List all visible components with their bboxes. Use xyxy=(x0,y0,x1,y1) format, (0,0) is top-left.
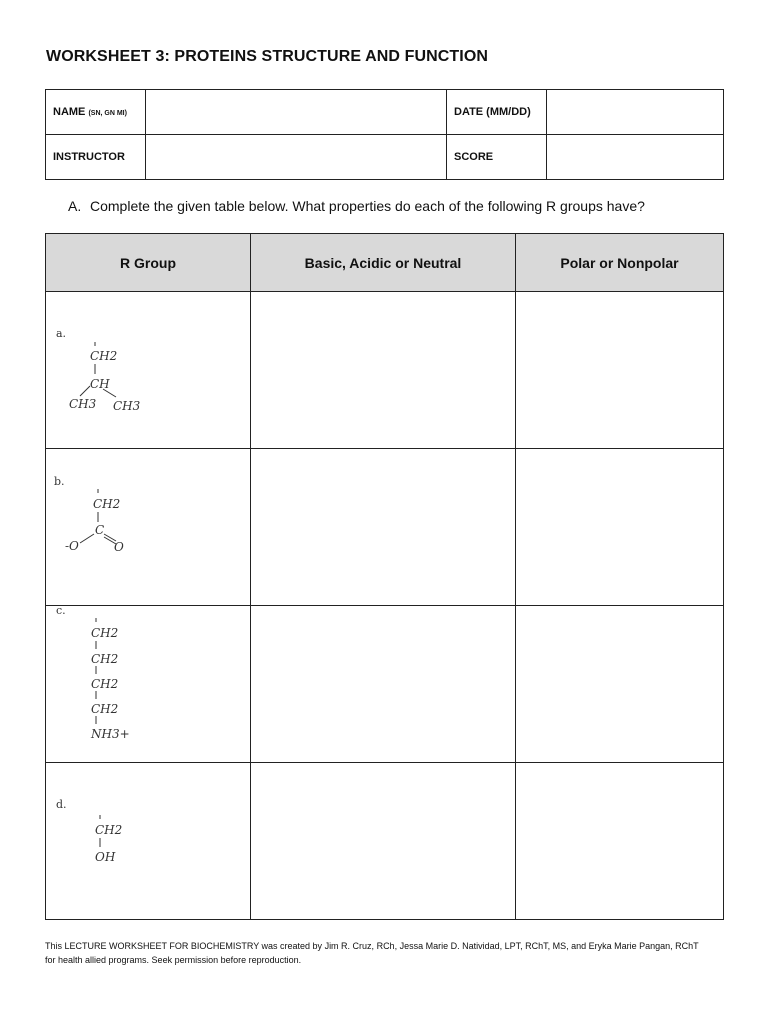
r-group-cell-d xyxy=(46,763,251,920)
instruction xyxy=(68,198,645,214)
header-polarity: Polar or Nonpolar xyxy=(516,234,724,292)
table-row xyxy=(46,606,724,763)
instructor-label: INSTRUCTOR xyxy=(46,135,146,180)
row-label: d. xyxy=(56,798,67,811)
row-label: b. xyxy=(54,475,65,488)
polarity-answer-c[interactable] xyxy=(516,606,724,763)
atom-label: -O xyxy=(65,539,79,553)
polarity-answer-d[interactable] xyxy=(516,763,724,920)
instruction-letter: A. xyxy=(68,198,82,214)
r-group-table xyxy=(45,233,724,920)
atom-label: CH3 xyxy=(113,399,141,413)
structure-c xyxy=(46,606,251,760)
table-row xyxy=(46,292,724,449)
footer-line: for health allied programs. Seek permission before reproduction. xyxy=(45,955,302,965)
atom-label: CH2 xyxy=(91,702,119,716)
atom-label: CH xyxy=(90,377,110,391)
charge-answer-a[interactable] xyxy=(251,292,516,449)
r-group-cell-c xyxy=(46,606,251,763)
atom-label: CH3 xyxy=(69,397,97,411)
structure-b xyxy=(46,449,251,603)
row-label: a. xyxy=(56,327,67,340)
charge-answer-b[interactable] xyxy=(251,449,516,606)
structure-d xyxy=(46,763,251,917)
atom-label: NH3+ xyxy=(91,727,130,741)
atom-label: CH2 xyxy=(95,823,123,837)
date-label: DATE (MM/DD) xyxy=(447,90,547,135)
score-label: SCORE xyxy=(447,135,547,180)
score-field[interactable] xyxy=(547,135,724,180)
atom-label: CH2 xyxy=(91,652,119,666)
charge-answer-c[interactable] xyxy=(251,606,516,763)
atom-label: CH2 xyxy=(93,497,121,511)
r-group-cell-b xyxy=(46,449,251,606)
structure-a xyxy=(46,292,251,446)
table-row xyxy=(46,449,724,606)
name-label: NAME (SN, GN MI) xyxy=(46,90,146,135)
atom-label: CH2 xyxy=(91,677,119,691)
atom-label: CH2 xyxy=(91,626,119,640)
atom-label: O xyxy=(114,540,124,554)
r-group-cell-a xyxy=(46,292,251,449)
polarity-answer-a[interactable] xyxy=(516,292,724,449)
name-hint: (SN, GN MI) xyxy=(88,110,127,117)
instructor-field[interactable] xyxy=(146,135,447,180)
header-charge: Basic, Acidic or Neutral xyxy=(251,234,516,292)
row-label: c. xyxy=(56,606,66,617)
instruction-text: Complete the given table below. What properties do each of the following R groups have? xyxy=(90,198,645,214)
polarity-answer-b[interactable] xyxy=(516,449,724,606)
atom-label: CH2 xyxy=(90,349,118,363)
name-field[interactable] xyxy=(146,90,447,135)
header-r-group: R Group xyxy=(46,234,251,292)
bond-line xyxy=(80,386,90,396)
atom-label: OH xyxy=(95,850,116,864)
page-title: WORKSHEET 3: PROTEINS STRUCTURE AND FUNCTION xyxy=(46,48,489,65)
student-info-table xyxy=(45,89,724,180)
atom-label: C xyxy=(95,523,105,537)
date-field[interactable] xyxy=(547,90,724,135)
charge-answer-d[interactable] xyxy=(251,763,516,920)
footer-line: This LECTURE WORKSHEET FOR BIOCHEMISTRY was created by Jim R. Cruz, RCh, Jessa Marie D. Natividad, LPT, RChT, MS, and Eryka Marie Pangan, RChT xyxy=(45,941,699,951)
footer-credits xyxy=(45,939,725,967)
table-row xyxy=(46,763,724,920)
bond-line xyxy=(80,534,94,543)
